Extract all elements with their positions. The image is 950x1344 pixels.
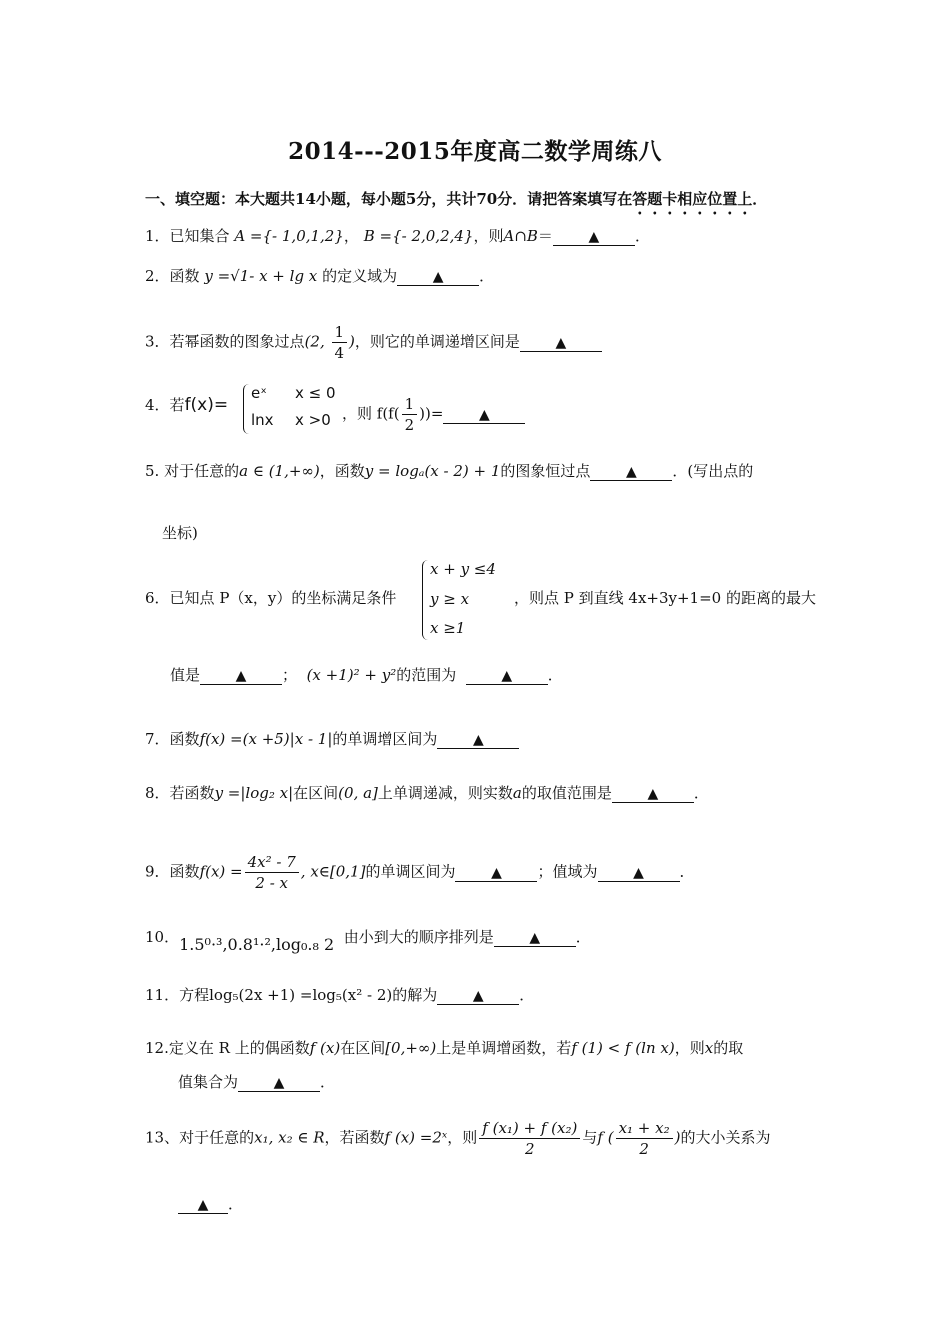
question-text: 若函数 (169, 784, 215, 802)
function-open: f ( (597, 1128, 614, 1147)
triangle-icon: ▲ (647, 786, 659, 802)
answer-blank (612, 786, 694, 803)
answer-blank (494, 930, 576, 947)
triangle-icon: ▲ (555, 334, 567, 351)
case-2-cond: x >0 (295, 411, 331, 429)
fraction-denominator: 2 (525, 1140, 535, 1158)
function-label: f(x) = (199, 862, 243, 881)
question-text: 与 (582, 1128, 598, 1147)
question-6-tail: ，则点 P 到直线 4x+3y+1=0 的距离的最大 (514, 589, 816, 607)
question-12-continuation (178, 1071, 335, 1093)
condition-formula: x₁, x₂ ∈ R (254, 1128, 325, 1147)
question-6-continuation (170, 664, 563, 686)
question-text: 函数 (169, 730, 200, 748)
question-13 (145, 1118, 771, 1159)
question-5 (145, 460, 753, 482)
punctuation: ． (634, 227, 650, 245)
question-4 (145, 394, 228, 416)
question-text: 值集合为 (178, 1073, 239, 1091)
section-heading (145, 188, 767, 218)
answer-blank (200, 668, 282, 685)
fraction-denominator: 2 - x (255, 874, 289, 892)
condition-formula: a ∈ (1,+∞) (239, 462, 320, 480)
function-formula: y = logₐ(x - 2) + 1 (364, 462, 501, 480)
fraction-denominator: 2 (639, 1140, 649, 1158)
brace-icon (422, 560, 429, 640)
question-number: 6． (145, 589, 170, 607)
question-text: 的取 (713, 1039, 744, 1057)
answer-blank (598, 865, 680, 882)
question-text: ，则 (473, 227, 504, 245)
section-heading-main: 一、填空题：本大题共14小题，每小题5分，共计70分．请把答案填写在 (145, 190, 633, 208)
domain-formula: , x∈[0,1] (300, 862, 366, 881)
interval-formula: [0,+∞) (385, 1039, 437, 1057)
question-text: 的解为 (392, 986, 438, 1004)
question-number: 12. (145, 1039, 169, 1057)
point-close: ) (349, 332, 355, 351)
triangle-icon: ▲ (479, 406, 490, 423)
answer-blank (397, 269, 479, 286)
question-8 (145, 782, 709, 804)
triangle-icon: ▲ (529, 930, 541, 946)
question-13-continuation (178, 1193, 243, 1215)
question-10 (145, 926, 591, 954)
fraction-numerator: 1 (332, 322, 348, 343)
question-number: 5. (145, 462, 160, 480)
case-1-cond: x ≤ 0 (295, 384, 336, 402)
brace-icon (243, 384, 250, 434)
question-number: 10． (145, 928, 180, 946)
question-text: 已知点 P（x，y）的坐标满足条件 (169, 589, 397, 607)
fraction-denominator: 2 (404, 416, 415, 434)
question-text: 在区间 (293, 784, 339, 802)
answer-blank (178, 1197, 228, 1214)
question-number: 1． (145, 227, 170, 245)
triangle-icon: ▲ (432, 269, 444, 285)
question-text: 对于任意的 (164, 462, 240, 480)
question-text: 的定义域为 (322, 267, 398, 285)
answer-blank (590, 464, 672, 481)
question-text: 在区间 (340, 1039, 386, 1057)
question-text: 定义在 R 上的偶函数 (168, 1039, 310, 1057)
answer-blank (520, 335, 602, 352)
function-close: ) (674, 1128, 681, 1147)
question-text: 的图象恒过点 (500, 462, 591, 480)
triangle-icon: ▲ (626, 464, 637, 480)
variable: x (704, 1039, 714, 1057)
fraction-numerator: 1 (402, 394, 418, 415)
question-4-tail (342, 394, 525, 435)
question-text: ；值域为 (537, 862, 598, 881)
triangle-icon: ▲ (473, 732, 484, 748)
fraction-numerator: f (x₁) + f (x₂) (479, 1118, 580, 1139)
triangle-icon: ▲ (235, 668, 247, 684)
question-3 (145, 322, 602, 363)
punctuation: ． (479, 267, 495, 285)
question-6 (145, 587, 396, 609)
question-text: 的大小关系为 (680, 1128, 771, 1147)
triangle-icon: ▲ (491, 864, 502, 881)
fraction-numerator: 4x² - 7 (245, 852, 299, 873)
punctuation: ． (693, 784, 709, 802)
question-number: 4． (145, 396, 170, 414)
answer-blank (437, 988, 519, 1005)
question-text: ＝ (537, 227, 553, 245)
section-heading-end: ． (752, 190, 768, 208)
point-open: (2, (304, 332, 330, 351)
case-2-expr: lnx (251, 411, 274, 429)
question-text: 上是单调增函数，若 (436, 1039, 572, 1057)
question-text: 的范围为 (396, 666, 457, 684)
function-formula: f (x) =2ˣ (384, 1128, 448, 1147)
function-formula: f(x) =(x +5)|x - 1| (199, 730, 333, 748)
question-text: 函数 (169, 267, 205, 285)
triangle-icon: ▲ (588, 229, 600, 245)
answer-blank (437, 732, 519, 749)
question-number: 13、 (145, 1128, 180, 1147)
piecewise-label: f(x)= (184, 395, 229, 415)
constraint-system (422, 558, 512, 642)
function-formula: y =√1- x + lg x (204, 267, 318, 285)
fraction-average-value (479, 1118, 580, 1159)
question-5-continuation: 坐标) (162, 524, 198, 542)
fraction-denominator: 4 (334, 344, 345, 362)
answer-blank (455, 865, 537, 882)
question-number: 2． (145, 267, 170, 285)
question-text: ，则它的单调递增区间是 (354, 332, 520, 351)
punctuation: ． (320, 1073, 336, 1091)
set-b-formula: B ={- 2,0,2,4} (363, 227, 474, 245)
question-text: 的单调增区间为 (332, 730, 438, 748)
question-2 (145, 265, 494, 287)
variable: a (512, 784, 522, 802)
question-number: 8． (145, 784, 170, 802)
fraction (332, 322, 348, 363)
constraint-3: x ≥1 (430, 619, 466, 637)
answer-blank (553, 229, 635, 246)
fraction-numerator: x₁ + x₂ (616, 1118, 673, 1139)
question-text: 对于任意的 (179, 1128, 255, 1147)
question-text: ，函数 (319, 462, 365, 480)
question-text: 若 (169, 396, 185, 414)
triangle-icon: ▲ (273, 1075, 285, 1091)
equation-formula: log₅(2x +1) =log₅(x² - 2) (209, 986, 393, 1004)
section-heading-emphasis: 答题卡相应位置上 (632, 190, 753, 208)
question-1 (145, 225, 650, 247)
punctuation: ． (519, 986, 535, 1004)
fraction (402, 394, 418, 435)
question-text: 上单调递减，则实数 (377, 784, 513, 802)
fraction-average-argument (616, 1118, 673, 1159)
question-text: ，则 f(f( (342, 404, 400, 423)
inequality-formula: f (1) < f (ln x) (571, 1039, 675, 1057)
question-text: ．(写出点的 (672, 462, 754, 480)
function-formula: y =|log₂ x| (214, 784, 294, 802)
question-11 (145, 984, 534, 1006)
constraint-2: y ≥ x (430, 590, 470, 608)
triangle-icon: ▲ (197, 1197, 209, 1213)
question-text: ))= (419, 404, 444, 423)
question-text: ，若函数 (324, 1128, 385, 1147)
values-formula: 1.5⁰·³,0.8¹·²,log₀.₈ 2 (179, 935, 335, 954)
intersection-formula: A∩B (503, 227, 538, 245)
question-text: ， (343, 227, 359, 245)
answer-blank (466, 668, 548, 685)
page-title: 2014---2015年度高二数学周练八 (288, 138, 662, 165)
punctuation: ． (575, 928, 591, 946)
question-12 (145, 1037, 743, 1059)
question-number: 3． (145, 332, 170, 351)
question-text: 由小到大的顺序排列是 (343, 928, 494, 946)
question-text: 的单调区间为 (365, 862, 456, 881)
constraint-1: x + y ≤4 (430, 560, 496, 578)
question-text: 若幂函数的图象过点 (169, 332, 305, 351)
triangle-icon: ▲ (633, 864, 644, 881)
question-text: ，则 (674, 1039, 705, 1057)
question-text: 的取值范围是 (521, 784, 612, 802)
expression-formula: (x +1)² + y² (306, 666, 397, 684)
answer-blank (443, 407, 525, 424)
triangle-icon: ▲ (472, 988, 484, 1004)
question-text: 方程 (179, 986, 210, 1004)
question-text: 已知集合 (169, 227, 235, 245)
function-label: f (x) (309, 1039, 341, 1057)
question-number: 9． (145, 862, 170, 881)
interval-formula: (0, a] (338, 784, 378, 802)
question-text: 值是 (170, 666, 201, 684)
fraction (245, 852, 299, 893)
set-a-formula: A ={- 1,0,1,2} (234, 227, 344, 245)
question-9 (145, 852, 695, 893)
question-text: ，则 (447, 1128, 478, 1147)
question-number: 11． (145, 986, 180, 1004)
punctuation: ． (547, 666, 563, 684)
question-number: 7． (145, 730, 170, 748)
case-1-expr: eˣ (251, 384, 267, 402)
punctuation: ． (228, 1195, 244, 1213)
question-7 (145, 728, 519, 750)
question-text: 函数 (169, 862, 200, 881)
punctuation: ； (282, 666, 298, 684)
answer-blank (238, 1075, 320, 1092)
punctuation: ． (679, 862, 695, 881)
triangle-icon: ▲ (501, 668, 513, 684)
